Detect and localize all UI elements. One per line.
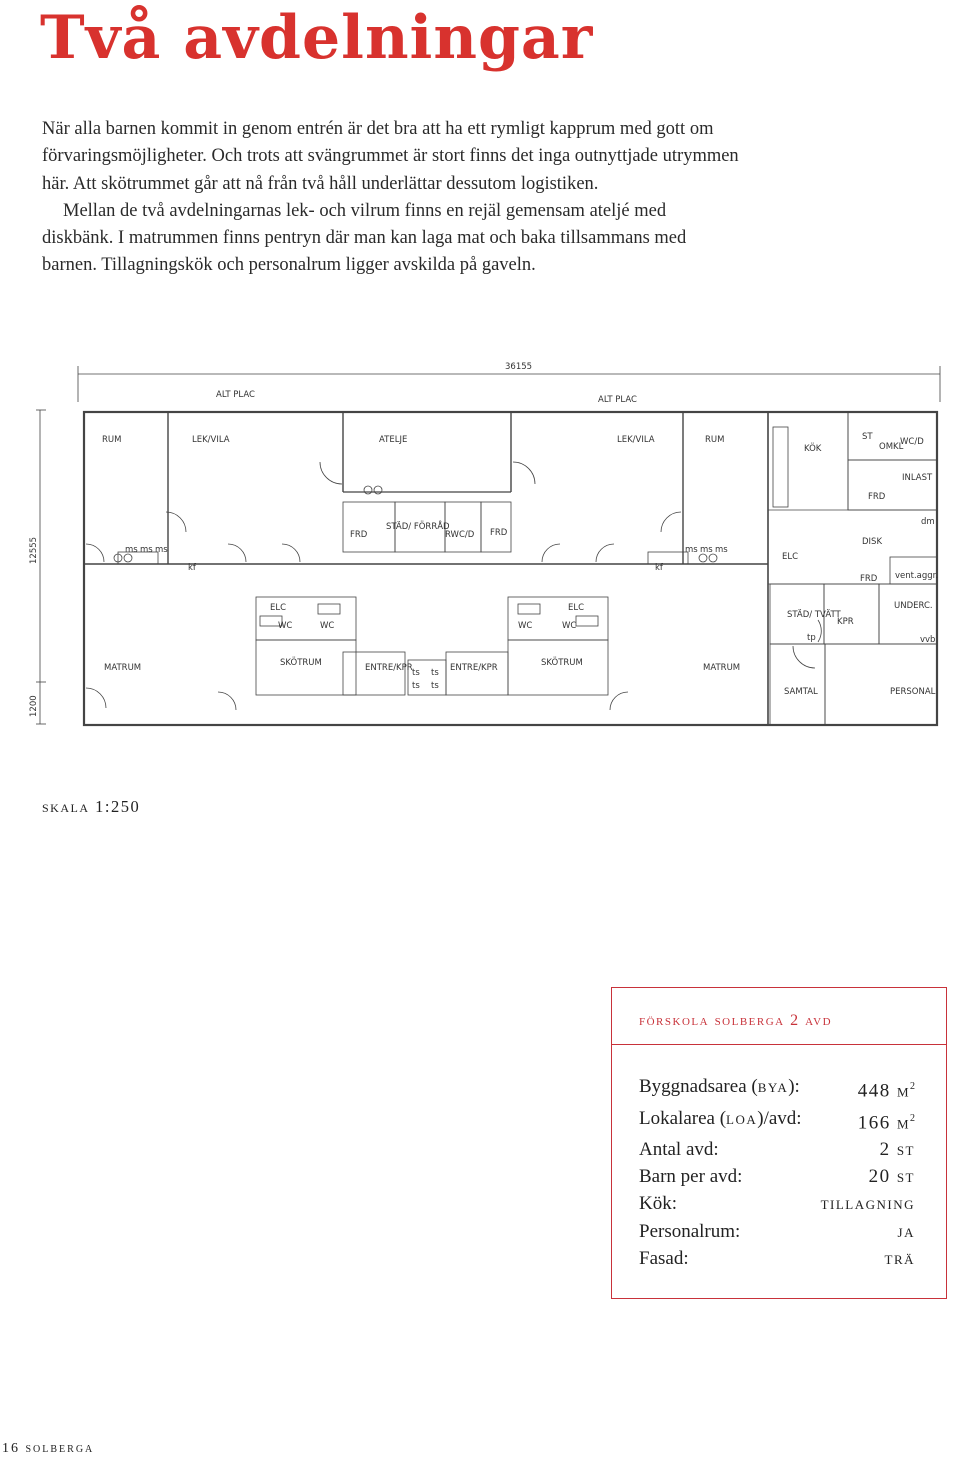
label-ts-1: ts <box>412 668 420 678</box>
label-st: ST <box>862 432 873 442</box>
label-underc: UNDERC. <box>894 601 933 611</box>
dim-width: 36155 <box>505 362 533 372</box>
label-vvb: vvb <box>920 635 936 645</box>
dim-height: 12555 <box>29 536 39 564</box>
label-personal: PERSONAL <box>890 687 936 697</box>
label-ms-3: ms <box>155 545 168 555</box>
label-kok: KÖK <box>804 444 822 454</box>
facts-row <box>639 1105 915 1137</box>
facts-box <box>611 987 947 1299</box>
label-wc-1: WC <box>278 621 293 631</box>
label-frd-2: FRD <box>490 528 508 538</box>
floor-plan <box>28 352 948 732</box>
label-ts-2: ts <box>431 668 439 678</box>
label-wc-4: WC <box>562 621 577 631</box>
fact-label: Antal avd: <box>639 1139 719 1161</box>
facts-row <box>639 1136 915 1163</box>
label-ms-6: ms <box>715 545 728 555</box>
facts-header <box>612 988 946 1045</box>
label-dm: dm <box>921 517 935 527</box>
label-kf-2: kf <box>655 563 663 573</box>
label-elc-1: ELC <box>270 603 287 613</box>
facts-row <box>639 1190 915 1217</box>
facts-row <box>639 1073 915 1105</box>
label-frd-1: FRD <box>350 530 368 540</box>
label-elc-2: ELC <box>568 603 585 613</box>
facts-row <box>639 1245 915 1272</box>
label-samtal: SAMTAL <box>784 687 818 697</box>
label-ms-5: ms <box>700 545 713 555</box>
fact-value: 448 $m^2$ <box>857 1080 915 1102</box>
fact-value: ja <box>897 1220 915 1242</box>
label-wc-d: WC/D <box>900 437 924 447</box>
label-alt-plac-2: ALT PLAC <box>598 395 637 405</box>
label-lek-vila-1: LEK/VILA <box>192 435 230 445</box>
label-tp: tp <box>807 633 816 643</box>
facts-row <box>639 1218 915 1245</box>
page-footer: 16 solberga <box>2 1441 95 1456</box>
label-wc-2: WC <box>320 621 335 631</box>
dim-bottom: 1200 <box>29 695 39 717</box>
fact-value: trä <box>884 1247 915 1269</box>
label-omkl: OMKL <box>879 442 904 452</box>
label-ms-2: ms <box>140 545 153 555</box>
fact-label: Personalrum: <box>639 1220 741 1242</box>
label-frd-kitchen: FRD <box>868 492 886 502</box>
label-entre-kpr-2: ENTRE/KPR <box>450 663 498 673</box>
label-disk: DISK <box>862 537 883 547</box>
fact-label: Kök: <box>639 1193 677 1215</box>
label-ms-1: ms <box>125 545 138 555</box>
label-rum-2: RUM <box>705 435 725 445</box>
fact-value: tillagning <box>820 1193 915 1215</box>
label-ms-4: ms <box>685 545 698 555</box>
fact-label: Lokalarea (loa)/avd: <box>639 1107 802 1129</box>
label-ts-3: ts <box>412 681 420 691</box>
facts-title: förskola solberga 2 avd <box>639 1012 833 1029</box>
label-elc-kitchen: ELC <box>782 552 799 562</box>
label-matrum-1: MATRUM <box>104 663 142 673</box>
label-ts-4: ts <box>431 681 439 691</box>
facts-row <box>639 1163 915 1190</box>
facts-rows <box>639 1073 915 1272</box>
label-rum-1: RUM <box>102 435 122 445</box>
fact-label: Byggnadsarea (bya): <box>639 1076 800 1097</box>
fact-value: 20 st <box>868 1166 915 1188</box>
label-rwc-d: RWC/D <box>445 530 475 540</box>
fact-label: Barn per avd: <box>639 1166 743 1188</box>
label-lek-vila-2: LEK/VILA <box>617 435 655 445</box>
intro-text <box>42 116 742 280</box>
intro-paragraph-1: När alla barnen kommit in genom entrén är det bra att ha ett rymligt kapprum med gott om förvaringsmöjligheter. Och trots att svängrummet är stort finns det inga outnyttjade utrymmen här. Att skötrummet går att nå från två håll underlättar dessutom logistiken. <box>42 119 739 194</box>
label-matrum-2: MATRUM <box>703 663 741 673</box>
label-entre-kpr-1: ENTRE/KPR <box>365 663 413 673</box>
label-alt-plac-1: ALT PLAC <box>216 390 255 400</box>
scale-label: skala 1:250 <box>42 797 141 816</box>
intro-paragraph-2: Mellan de två avdelningarnas lek- och vilrum finns en rejäl gemensam ateljé med diskbänk. I matrummen finns pentryn där man kan laga mat och baka tillsammans med barnen. Tillagningskök och personalrum ligger avskilda på gaveln. <box>42 200 687 276</box>
label-stad-tvatt: STÄD/ TVÄTT <box>787 610 841 620</box>
label-skotrum-1: SKÖTRUM <box>280 658 322 668</box>
fact-value: 166 $m^2$ <box>857 1111 915 1133</box>
page-title: Två avdelningar <box>40 3 594 73</box>
label-kpr: KPR <box>837 617 854 627</box>
label-frd-3: FRD <box>860 574 878 584</box>
label-skotrum-2: SKÖTRUM <box>541 658 583 668</box>
label-inlast: INLAST <box>902 473 933 483</box>
label-vent: vent.aggr. <box>895 571 939 581</box>
label-wc-3: WC <box>518 621 533 631</box>
label-atelje: ATELJE <box>379 435 408 445</box>
label-kf-1: kf <box>188 563 196 573</box>
label-stad-forrad: STÄD/ FÖRRÅD <box>386 522 450 532</box>
fact-label: Fasad: <box>639 1247 689 1269</box>
fact-value: 2 st <box>879 1139 915 1161</box>
